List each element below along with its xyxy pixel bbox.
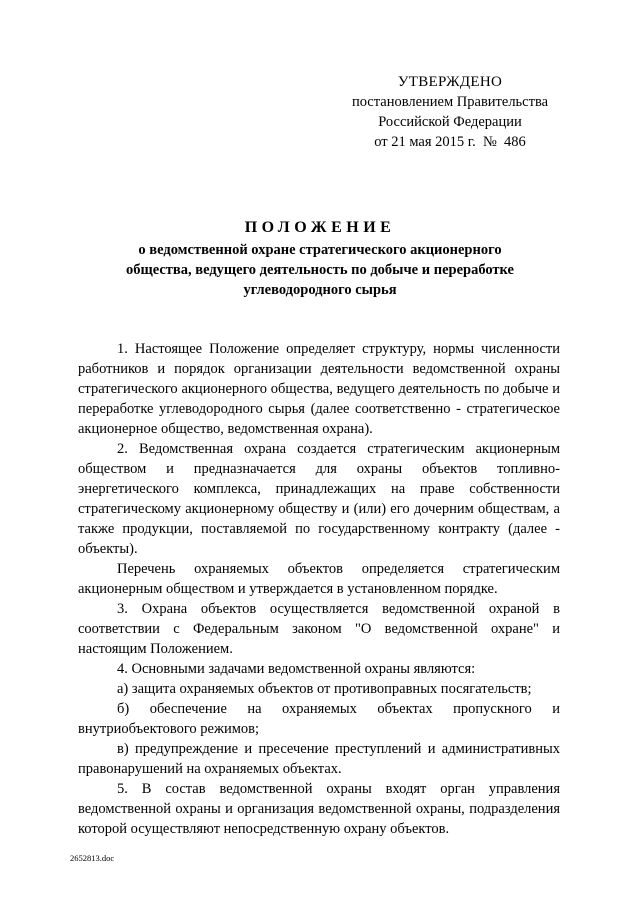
approval-issuer-country: Российской Федерации xyxy=(378,114,522,130)
paragraph-4-item-a: а) защита охраняемых объектов от противоправных посягательств; xyxy=(117,681,532,697)
footer-filename: 2652813.doc xyxy=(70,853,115,863)
paragraph-4: 4. Основными задачами ведомственной охраны являются: xyxy=(117,661,476,677)
subtitle-line-3: углеводородного сырья xyxy=(243,282,397,298)
paragraph-2-continuation: Перечень охраняемых объектов определяется стратегическим акционерным обществом и утверждается в установленном порядке. xyxy=(78,561,560,597)
document-body xyxy=(78,339,560,839)
paragraph-4-item-c: в) предупреждение и пресечение преступлений и административных правонарушений на охраняемых объектах. xyxy=(78,741,560,777)
paragraph-2: 2. Ведомственная охрана создается стратегическим акционерным обществом и предназначается для охраны объектов топливно-энергетического комплекса, принадлежащих на праве собственности стратегическому акционерному обществу и (или) его дочерним обществам, а также продукции, поставляемой по государственному контракту (далее - объекты). xyxy=(78,441,560,557)
paragraph-3: 3. Охрана объектов осуществляется ведомственной охраной в соответствии с Федеральным законом "О ведомственной охране" и настоящим Положением. xyxy=(78,601,560,657)
paragraph-1: 1. Настоящее Положение определяет структуру, нормы численности работников и порядок организации деятельности ведомственной охраны стратегического акционерного общества, ведущего деятельность по добыче и переработке углеводородного сырья (далее соответственно - стратегическое акционерное общество, ведомственная охрана). xyxy=(78,341,560,437)
approval-issuer-line: постановлением Правительства xyxy=(351,94,549,110)
approval-heading: УТВЕРЖДЕНО xyxy=(397,74,503,90)
document-subtitle xyxy=(90,240,550,300)
paragraph-4-item-b: б) обеспечение на охраняемых объектах пропускного и внутриобъектового режимов; xyxy=(78,701,560,737)
document-title: ПОЛОЖЕНИЕ xyxy=(244,219,396,236)
subtitle-line-2: общества, ведущего деятельность по добыче и переработке xyxy=(126,262,514,278)
approval-stamp xyxy=(330,72,570,152)
paragraph-5: 5. В состав ведомственной охраны входят орган управления ведомственной охраны и организация ведомственной охраны, подразделения которой осуществляют непосредственную охрану объектов. xyxy=(78,781,560,837)
approval-date-number: от 21 мая 2015 г. № 486 xyxy=(374,134,526,150)
subtitle-line-1: о ведомственной охране стратегического акционерного xyxy=(138,242,502,258)
